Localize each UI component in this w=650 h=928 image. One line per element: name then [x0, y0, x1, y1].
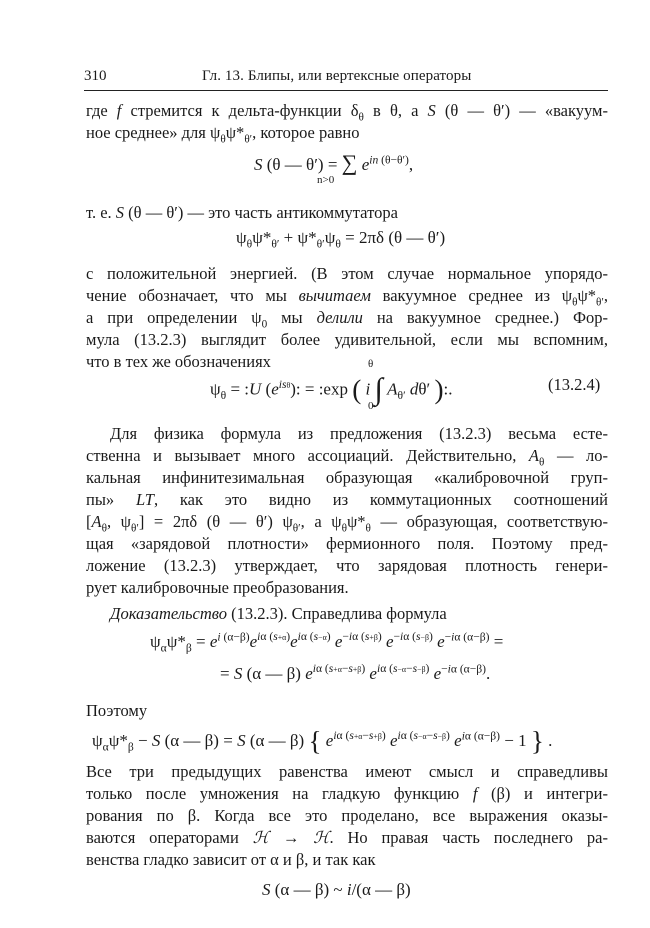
running-title: Гл. 13. Блипы, или вертексные операторы: [202, 68, 472, 84]
sum-subscript: n>0: [317, 174, 335, 186]
text-line: чение обозначает, что мы вычитаем вакуумное среднее из $\psi_\theta\psi*_{\theta'}$,: [86, 286, 608, 309]
text-line: ваются операторами ℋ → ℋ. Но правая часть последнего ра-: [86, 828, 608, 847]
equation: $\psi_\theta\psi*_{\theta'} + \psi*_{\theta'}\psi_\theta = 2\pi\delta$ (θ — θ′): [236, 228, 446, 251]
equation: S (θ — θ′) = ∑ $e^{in (\theta-\theta')}$,: [254, 150, 414, 175]
text-line: Доказательство (13.2.3). Справедлива формула: [110, 604, 447, 623]
text-line: Для физика формула из предложения (13.2.3) весьма есте-: [110, 424, 608, 443]
text-line: Поэтому: [86, 701, 148, 720]
text-line: рования по β. Когда все это проделано, все выражения оказы-: [86, 806, 608, 825]
text-line: пы» LT, как это видно из коммутационных соотношений: [86, 490, 608, 509]
text-line: щая «зарядовой плотности» фермионного поля. Поэтому пред-: [86, 534, 608, 553]
text-line: [$A_\theta$, $\psi_{\theta'}] = 2\pi\delta$ (θ — θ′) $\psi_{\theta'}$, а $\psi_\theta\psi*_\theta$ — образующая, соответствую-: [86, 512, 608, 535]
text-line: венства гладко зависит от α и β, и так как: [86, 850, 376, 869]
text-line: Все три предыдущих равенства имеют смысл и справедливы: [86, 762, 608, 781]
page-number: 310: [84, 68, 107, 84]
text-line: рует калибровочные преобразования.: [86, 578, 349, 597]
header-rule: [84, 90, 608, 91]
equation: $\psi_\alpha\psi*_\beta = e^{i (\alpha-\beta)}e^{i\alpha (s+\alpha)}e^{i\alpha (s-\alpha)}$ $e^{-i\alpha (s+\beta)}$ $e^{-i\alpha (s-\beta)}$ $e^{-i\alpha (\alpha-\beta)}$ =: [150, 630, 504, 655]
text-line: где f стремится к дельта-функции $\delta_\theta$ в θ, а S (θ — θ′) — «вакуум-: [86, 101, 608, 124]
text-line: ственна и вызывает много ассоциаций. Действительно, $A_\theta$ — ло-: [86, 446, 608, 469]
text-line: с положительной энергией. (В этом случае нормальное упорядо-: [86, 264, 608, 283]
equation: $\psi_\alpha\psi*_\beta - S$ (α — β) = S (α — β) { $e^{i\alpha (s+\alpha-s+\beta)}$ $e^{i\alpha (s-\alpha-s-\beta)}$ $e^{i\alpha (\alpha-\beta)} - 1$ } .: [92, 726, 553, 756]
equation: S (α — β) ~ i/(α — β): [262, 880, 411, 899]
text-line: мула (13.2.3) выглядит более удивительной, если мы вспомним,: [86, 330, 608, 349]
integral-lower: 0: [368, 400, 374, 412]
text-line: а при определении $\psi_0$ мы делили на вакуумное среднее.) Фор-: [86, 308, 609, 331]
text-line: только после умножения на гладкую функцию f (β) и интегри-: [86, 784, 608, 803]
equation: = S (α — β) $e^{i\alpha (s+\alpha-s+\beta)}$ $e^{i\alpha (s-\alpha-s-\beta)}$ $e^{-i\alpha (\alpha-\beta)}$.: [220, 662, 491, 683]
integral-upper: θ: [368, 358, 374, 370]
equation-number: (13.2.4): [548, 375, 601, 394]
text-line: ное среднее» для $\psi_\theta\psi*_{\theta'}$, которое равно: [86, 123, 360, 146]
equation: $\psi_\theta$ = :U $(e^{is\theta})$: = :exp ( i ∫ $A_{\theta'}$ dθ′ ):.: [210, 372, 453, 406]
text-line: т. е. S (θ — θ′) — это часть антикоммутатора: [86, 203, 398, 222]
text-line: кальная инфинитезимальная образующая «калибровочной груп-: [86, 468, 608, 487]
text-line: что в тех же обозначениях: [86, 352, 271, 371]
text-line: ложение (13.2.3) утверждает, что зарядовая плотность генери-: [86, 556, 608, 575]
page-header: [84, 64, 608, 88]
